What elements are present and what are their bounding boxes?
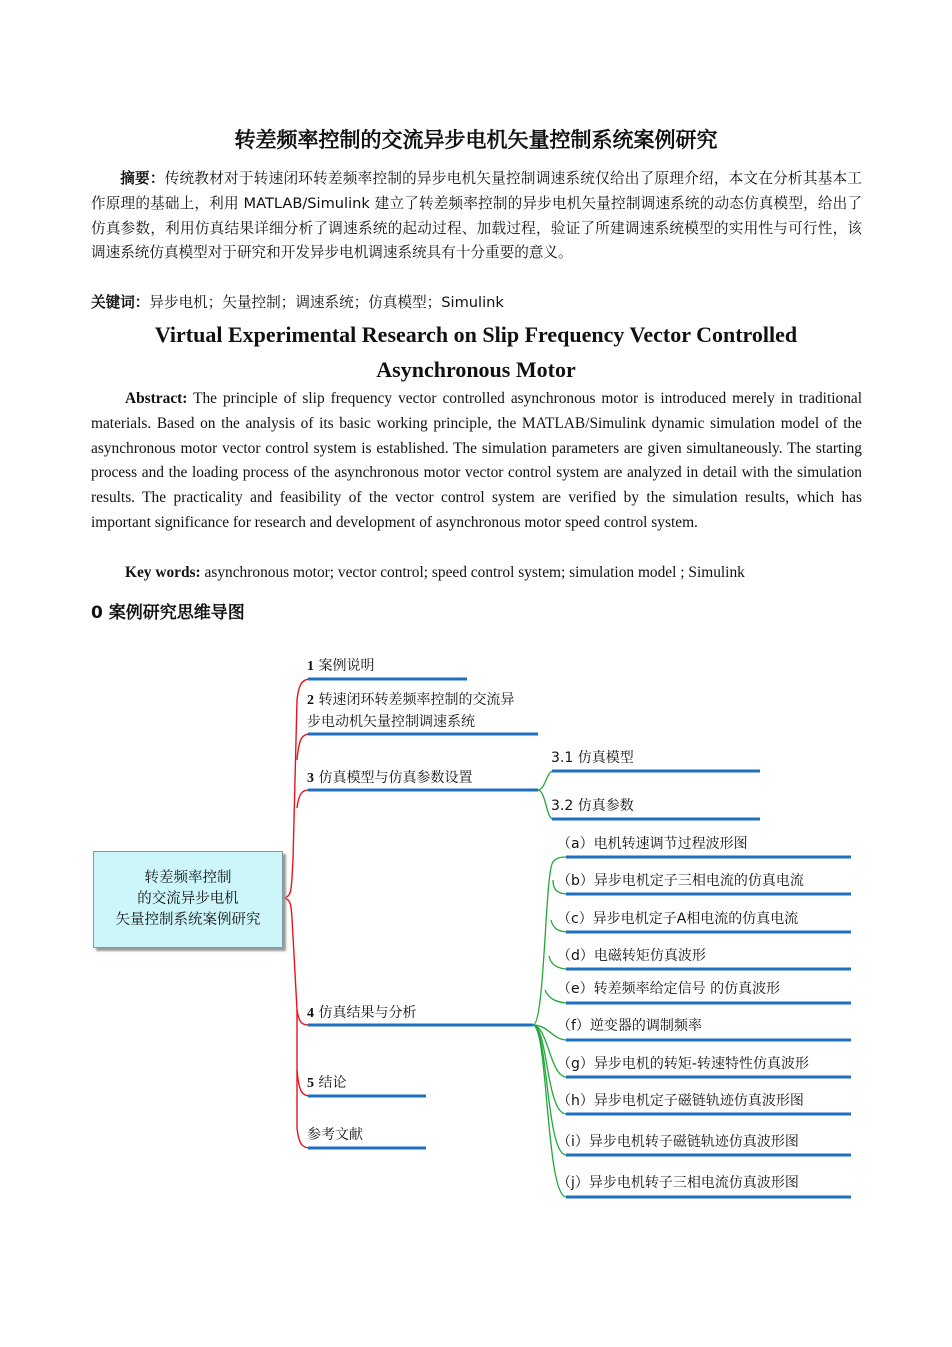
branch-1-num: 1: [307, 659, 314, 674]
branch-6: 参考文献: [307, 1127, 363, 1143]
mind-map-root: [93, 851, 283, 948]
connector-branch-1: [281, 679, 309, 898]
branch-4-num: 4: [307, 1006, 314, 1021]
keywords-cn-label: 关键词：: [91, 294, 150, 311]
branch-3-num: 3: [307, 771, 314, 786]
paper-title-en-line2: Asynchronous Motor: [376, 357, 576, 382]
connector-3-1: [538, 771, 553, 790]
keywords-en-text: asynchronous motor; vector control; speed control system; simulation model ; Simulink: [200, 564, 745, 581]
root-branch-connectors: [281, 679, 309, 1148]
sub-4-c: （c）异步电机定子A相电流的仿真电流: [557, 911, 799, 927]
sub-4-e: （e）转差频率给定信号 的仿真波形: [557, 981, 781, 997]
paper-title-en-line1: Virtual Experimental Research on Slip Frequency Vector Controlled: [154, 322, 798, 347]
sub-3-2: 3.2 仿真参数: [551, 798, 634, 814]
section-heading: 0 案例研究思维导图: [91, 603, 245, 623]
branch-2-line2: 步电动机矢量控制调速系统: [307, 714, 475, 730]
sub-4-h: （h）异步电机定子磁链轨迹仿真波形图: [557, 1093, 804, 1109]
branch-3: [307, 767, 472, 790]
abstract-cn-label: 摘要：: [120, 170, 165, 187]
sub-4-i: （i）异步电机转子磁链轨迹仿真波形图: [557, 1134, 799, 1150]
keywords-en-label: Key words:: [125, 564, 201, 581]
abstract-cn-text: 传统教材对于转速闭环转差频率控制的异步电机矢量控制调速系统仅给出了原理介绍，本文在分析其基本工作原理的基础上，利用 MATLAB/Simulink 建立了转差频率控制的异步电机矢量控制调速系统的动态仿真模型，给出了仿真参数，利用仿真结果详细分析了调速系统的起动过程、加载过程，验证了所建调速系统模型的实用性与可行性，该调速系统仿真模型对于研究和开发异步电机调速系统具有十分重要的意义。: [91, 170, 862, 262]
branch-2-num: 2: [307, 693, 314, 708]
sub-3-1: 3.1 仿真模型: [551, 750, 634, 766]
abstract-en-label: Abstract:: [125, 390, 188, 407]
branch-1-text: 案例说明: [314, 658, 375, 674]
branch-2-text: 转速闭环转差频率控制的交流异: [314, 692, 515, 708]
sub-4-b: （b）异步电机定子三相电流的仿真电流: [557, 873, 804, 889]
sub-4-a: （a）电机转速调节过程波形图: [557, 836, 748, 852]
connector-branch-3: [297, 790, 309, 808]
sub-4-g: （g）异步电机的转矩-转速特性仿真波形: [557, 1056, 809, 1072]
paper-title-cn: 转差频率控制的交流异步电机矢量控制系统案例研究: [234, 128, 718, 152]
abstract-en-text: The principle of slip frequency vector controlled asynchronous motor is introduced merely in traditional materials. Based on the analysis of its basic working principle, the MATLAB/Simulink dynamic simulation model of the asynchronous motor vector control system is established. The simulation parameters are given simultaneously. The starting process and the loading process of the asynchronous motor vector control system are analyzed in detail with the simulation results. The practicality and feasibility of the vector control system are verified by the simulation results, which has important significance for research and development of asynchronous motor speed control system.: [91, 390, 862, 531]
sub-4-j: （j）异步电机转子三相电流仿真波形图: [557, 1175, 799, 1191]
branch-4: [307, 1002, 416, 1025]
root-line-3: 矢量控制系统案例研究: [115, 912, 261, 928]
branch-5-text: 结论: [314, 1075, 347, 1091]
branch-5-num: 5: [307, 1076, 314, 1091]
branch-2: [307, 689, 514, 712]
branch-4-text: 仿真结果与分析: [314, 1005, 417, 1021]
connector-branch-2: [297, 734, 309, 760]
keywords-cn-text: 异步电机；矢量控制；调速系统；仿真模型；Simulink: [149, 294, 504, 311]
branch-1: [307, 655, 374, 678]
sub-4-d: （d）电磁转矩仿真波形: [557, 948, 706, 964]
root-line-1: 转差频率控制: [144, 870, 232, 886]
branch-3-text: 仿真模型与仿真参数设置: [314, 770, 473, 786]
sub-4-f: （f）逆变器的调制频率: [557, 1018, 702, 1034]
root-line-2: 的交流异步电机: [137, 891, 239, 907]
branch-5: [307, 1072, 346, 1095]
connector-branch-4: [281, 898, 309, 1025]
